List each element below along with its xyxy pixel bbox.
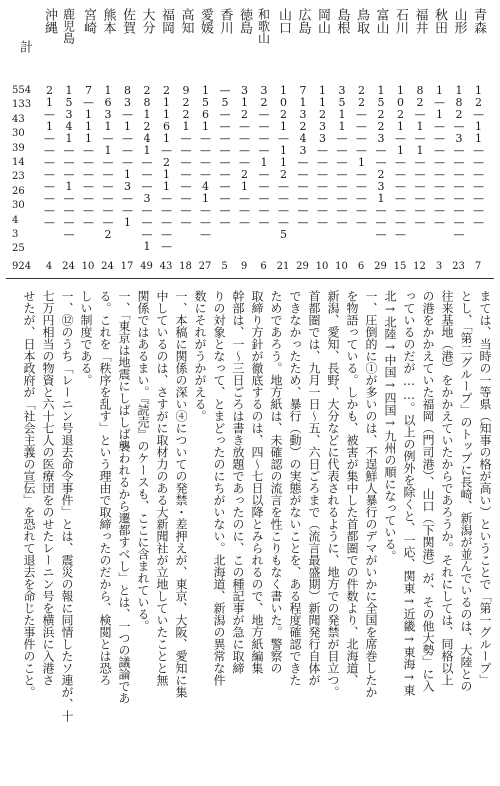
column-total: 49 <box>140 261 153 272</box>
column-values: 312————21——— <box>238 84 251 228</box>
column-header: 福岡 <box>159 8 174 34</box>
column-values: 7—111——————— <box>82 84 95 228</box>
column-header: 佐賀 <box>120 8 135 34</box>
column-header: 山形 <box>451 8 467 34</box>
column-header: 和歌山 <box>256 8 271 44</box>
column-header: 香川 <box>217 8 233 34</box>
body-line: 関係ではあるまい。『読売』のケースも、ここに含まれている。 <box>136 290 150 632</box>
body-line: 一、「東京は地震にしばしば襲われるから遷都すべし」とは、一つの議論であ <box>117 290 131 704</box>
column-values: 83—1———13——1 <box>121 84 134 228</box>
column-values: 1021—1——————— <box>394 84 407 240</box>
column-values: 9221———————— <box>179 84 193 228</box>
column-total: 12 <box>413 261 426 272</box>
column-header: 広島 <box>295 8 311 34</box>
column-total: 24 <box>62 261 75 272</box>
body-line: 首都圏では、九月一日〜五、六日ごろまで（流言最盛期）新聞発行自体が <box>307 290 321 686</box>
body-line: りの対象となって、とまどったのにちがいない。北海道、新潟の異常な件 <box>212 290 226 686</box>
column-header: 徳島 <box>237 8 252 34</box>
row-total: 14 <box>12 157 25 168</box>
body-line: 七万円相当の物資と六十七人の医療団をのせたレーニン号を横浜に入港さ <box>41 290 55 686</box>
column-total: 10 <box>335 261 348 272</box>
row-total: 554 <box>12 85 32 96</box>
column-total: 29 <box>374 261 387 272</box>
column-values: 1021—112————5 <box>277 84 290 240</box>
body-line: 取締り方針が徹底するのは、四〜七日以降とみられるので、地方紙編集 <box>250 290 264 674</box>
column-values: 21—1———————— <box>43 84 56 228</box>
column-total: 10 <box>81 261 95 272</box>
column-header: 山口 <box>276 8 291 34</box>
column-values: —5—————————— <box>218 84 232 228</box>
column-values: 82—1—1—————— <box>413 84 427 228</box>
body-line: 一、圧倒的に①が多いのは、不逞鮮人暴行のデマがいかに全国を席巻したか <box>364 290 378 698</box>
column-total: 10 <box>315 261 329 272</box>
column-total: 6 <box>357 261 365 272</box>
column-header: 石川 <box>393 8 408 34</box>
row-total: 4 <box>12 214 19 226</box>
body-line: 数にそれがうかがえる。 <box>193 290 207 422</box>
table-bottom-rule <box>6 278 494 279</box>
column-values: 3511———————— <box>335 84 349 228</box>
row-total: 30 <box>12 200 25 212</box>
row-total: 26 <box>12 185 25 197</box>
body-line: せたが、日本政府が「社会主義の宣伝」を恐れて退去を命じた事件のこと。 <box>22 290 36 698</box>
column-total: 24 <box>101 261 114 272</box>
column-total: 7 <box>474 261 482 272</box>
column-header: 福井 <box>412 8 428 34</box>
column-header: 島根 <box>334 8 350 34</box>
column-values: 15223——231——— <box>374 84 388 240</box>
column-total: 17 <box>120 261 134 272</box>
column-values: 1631—1——————2 <box>101 84 115 240</box>
body-line: 一、⑫のうち「レーニン号退去命令事件」とは、震災の報に同情したソ連が、十 <box>60 290 74 722</box>
column-total: 43 <box>159 261 173 272</box>
body-line: 幹部は、一〜三日ごろは書き放題であったのに、この種記事が急に取締 <box>231 290 245 674</box>
column-total: 23 <box>452 261 465 272</box>
body-line: 往来基地（港）をかかえていたからであろうか。それにしては、同格以上 <box>440 290 454 686</box>
column-values: 1—1————————— <box>433 84 446 228</box>
column-header: 秋田 <box>432 8 447 34</box>
column-total: 4 <box>45 261 53 272</box>
column-header: 大分 <box>139 8 155 34</box>
row-total: 133 <box>12 99 32 111</box>
body-line: まては、当時の一等県（知事の格が高い）ということで「第一グループ」 <box>478 290 492 686</box>
total-column-header: 計 <box>17 40 32 53</box>
row-total: 3 <box>12 229 19 240</box>
column-header: 高知 <box>178 8 194 34</box>
column-values: 11233——————— <box>316 84 329 228</box>
body-line: 新潟、愛知、長野、大分などに代表されるように、地方での発禁が目立つ。 <box>326 290 340 698</box>
body-line: 一、本稿に関係の深い④についての発禁・差押えが、東京、大阪、愛知に集 <box>174 290 188 698</box>
column-header: 熊本 <box>100 8 116 34</box>
body-line: る。これを「秩序を乱す」という理由で取締ったのだから、検閲とは恐ろ <box>98 290 112 686</box>
column-total: 5 <box>221 261 228 272</box>
column-header: 岡山 <box>315 8 330 34</box>
column-values: 713243—————— <box>296 84 310 228</box>
row-total: 25 <box>12 243 25 255</box>
column-values: 32————1————— <box>257 84 271 228</box>
column-header: 沖縄 <box>42 8 57 34</box>
column-values: 15341———1———— <box>62 84 76 240</box>
column-header: 鹿児島 <box>61 8 76 44</box>
body-line: を物語っている。しかも、被害が集中した首都圏での件数より、北海道、 <box>345 290 359 686</box>
column-values: 281241———3———1 <box>140 84 154 252</box>
body-line: 北→北陸→中国→四国→九州の順になっている。 <box>383 290 397 562</box>
column-header: 宮崎 <box>81 8 96 34</box>
column-header: 愛媛 <box>198 8 213 34</box>
body-line: できなかったため、暴行（動）の実態がないことを、ある程度確認できた <box>288 290 302 686</box>
column-total: 9 <box>240 261 248 272</box>
body-line: の港をかかえていた福岡（門司港）、山口（下関港）が、その他大勢」に入 <box>421 290 435 692</box>
row-total: 39 <box>12 142 25 154</box>
body-line: っているのだが……。以上の例外を除くと、一応、関東→近畿→東海→東 <box>402 290 416 696</box>
body-line: 中しているのは、さすがに取材力のある大新聞社が立地していたことと無 <box>155 290 169 686</box>
column-values: 22————1————— <box>355 84 368 228</box>
column-total: 27 <box>198 261 212 272</box>
column-header: 鳥取 <box>354 8 369 34</box>
body-line: ためであろう。地方紙は、未確認の流言を性こりもなく書いた。警察の <box>269 290 283 674</box>
column-header: 青森 <box>471 8 486 34</box>
column-total: 21 <box>276 261 290 272</box>
column-total: 29 <box>296 261 309 272</box>
column-values: 1561————41——— <box>199 84 212 240</box>
column-total: 6 <box>260 261 267 272</box>
row-total: 30 <box>12 128 25 140</box>
column-values: 182—3———————— <box>452 84 466 240</box>
column-values: 12—11——————— <box>472 84 485 228</box>
body-line: しい制度である。 <box>79 290 93 386</box>
column-total: 18 <box>179 261 192 272</box>
row-total: 43 <box>12 113 25 125</box>
column-total: 15 <box>393 261 407 272</box>
column-values: 21161—211————— <box>160 84 173 252</box>
body-line: とし、「第二グループ」のトップに長崎、新潟が並んでいるのは、大陸との <box>459 290 473 692</box>
grand-total: 924 <box>12 261 32 272</box>
column-header: 富山 <box>373 8 389 34</box>
column-total: 3 <box>435 261 443 272</box>
row-total: 23 <box>12 171 25 183</box>
